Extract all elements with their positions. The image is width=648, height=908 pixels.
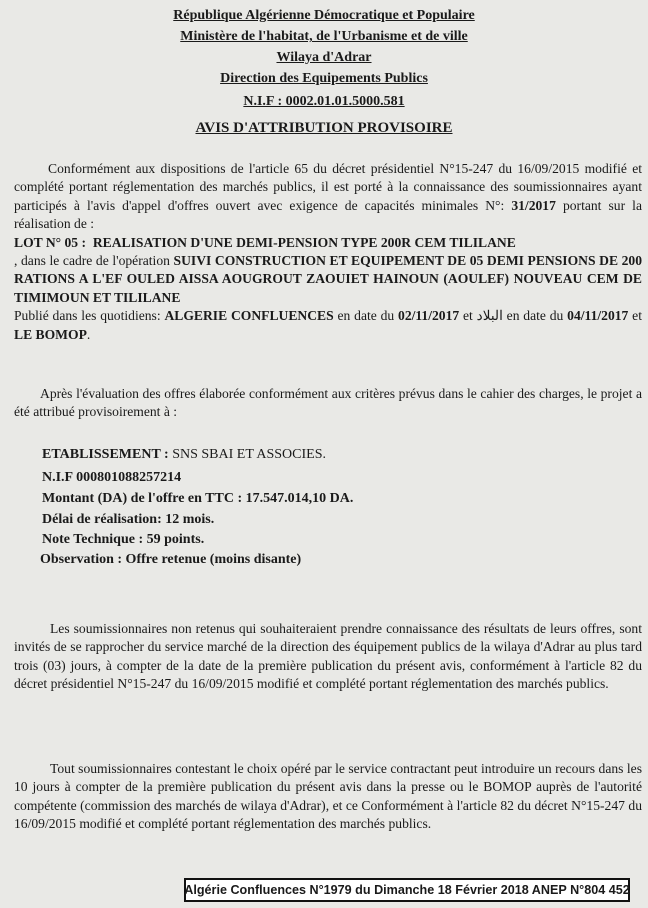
attributed-nif: N.I.F 000801088257214 xyxy=(42,470,182,485)
tender-number: 31/2017 xyxy=(511,197,556,213)
establishment-label: ETABLISSEMENT : xyxy=(42,447,169,462)
pub-date-1: 02/11/2017 xyxy=(398,308,460,324)
footer-text: Algérie Confluences N°1979 du Dimanche 18 Février 2018 ANEP N°804 452 xyxy=(184,883,630,897)
pub-bomop: LE BOMOP xyxy=(14,326,87,342)
nif-header: N.I.F : 0002.01.01.5000.581 xyxy=(243,94,405,109)
operation-name: SUIVI CONSTRUCTION ET EQUIPEMENT DE 05 DEMI PENSIONS DE 200 RATIONS A L'EF OULED AISSA AOUGROUT ZAOUIET HAINOUN (AOULEF) NOUVEAU CEM DE TIMIMOUN ET TILILANE xyxy=(14,253,642,305)
completion-delay: Délai de réalisation: 12 mois. xyxy=(42,512,215,527)
pub-text-3: et البلاد en date du xyxy=(459,308,568,324)
pub-newspaper: ALGERIE CONFLUENCES xyxy=(164,308,334,324)
pub-text-4: et xyxy=(628,308,642,324)
direction-header: Direction des Equipements Publics xyxy=(220,71,428,86)
pub-date-2: 04/11/2017 xyxy=(567,308,629,324)
intro-paragraph xyxy=(14,160,642,344)
lot-label: LOT N° 05 : xyxy=(14,234,87,250)
notice-title: AVIS D'ATTRIBUTION PROVISOIRE xyxy=(195,120,453,136)
ministry-header: Ministère de l'habitat, de l'Urbanisme et de ville xyxy=(180,29,468,44)
pub-text-2: en date du xyxy=(333,308,399,324)
wilaya-header: Wilaya d'Adrar xyxy=(276,50,372,65)
establishment-value: SNS SBAI ET ASSOCIES. xyxy=(168,447,326,462)
observation: Observation : Offre retenue (moins disante) xyxy=(40,552,302,567)
intro-text-2: portant sur la réalisation de : xyxy=(14,197,642,232)
publication-footer xyxy=(184,878,630,902)
non-retained-paragraph: Les soumissionnaires non retenus qui souhaiteraient prendre connaissance des résultats de leurs offres, sont invités de se rapprocher du service marché de la direction des équipement publics de la wilaya d'Adrar au plus tard trois (03) jours, à compter de la date de la première publication du présent avis, conformément à l'article 82 du décret présidentiel N°15-247 du 16/09/2015 modifié et complété portant réglementation des marchés publics. xyxy=(14,621,642,692)
establishment-line xyxy=(42,446,326,464)
operation-text: , dans le cadre de l'opération xyxy=(14,253,174,269)
republic-header: République Algérienne Démocratique et Populaire xyxy=(173,8,475,23)
offer-amount: Montant (DA) de l'offre en TTC : 17.547.014,10 DA. xyxy=(42,491,354,506)
pub-text-1: Publié dans les quotidiens: xyxy=(14,308,165,324)
appeal-paragraph: Tout soumissionnaires contestant le choix opéré par le service contractant peut introduire un recours dans les 10 jours à compter de la première publication du présent avis dans la presse ou le BOMOP auprès de l'autorité compétente (commission des marchés de wilaya d'Adrar), et ce Conformément à l'article 82 du décret N°15-247 du 16/09/2015 modifié et complété portant réglementation des marchés publics. xyxy=(14,761,642,832)
technical-score: Note Technique : 59 points. xyxy=(42,532,205,547)
lot-description: REALISATION D'UNE DEMI-PENSION TYPE 200R CEM TILILANE xyxy=(92,234,516,250)
intro-text-1: Conformément aux dispositions de l'article 65 du décret présidentiel N°15-247 du 16/09/2015 modifié et complété portant réglementation des marchés publics, il est porté à la connaissance des soumissionnaires ayant participés à l'avis d'appel d'offres ouvert avec exigence de capacités minimales N°: xyxy=(14,161,642,213)
evaluation-paragraph: Après l'évaluation des offres élaborée conformément aux critères prévus dans le cahier des charges, le projet a été attribué provisoirement à : xyxy=(14,386,642,420)
pub-end: . xyxy=(86,326,91,342)
